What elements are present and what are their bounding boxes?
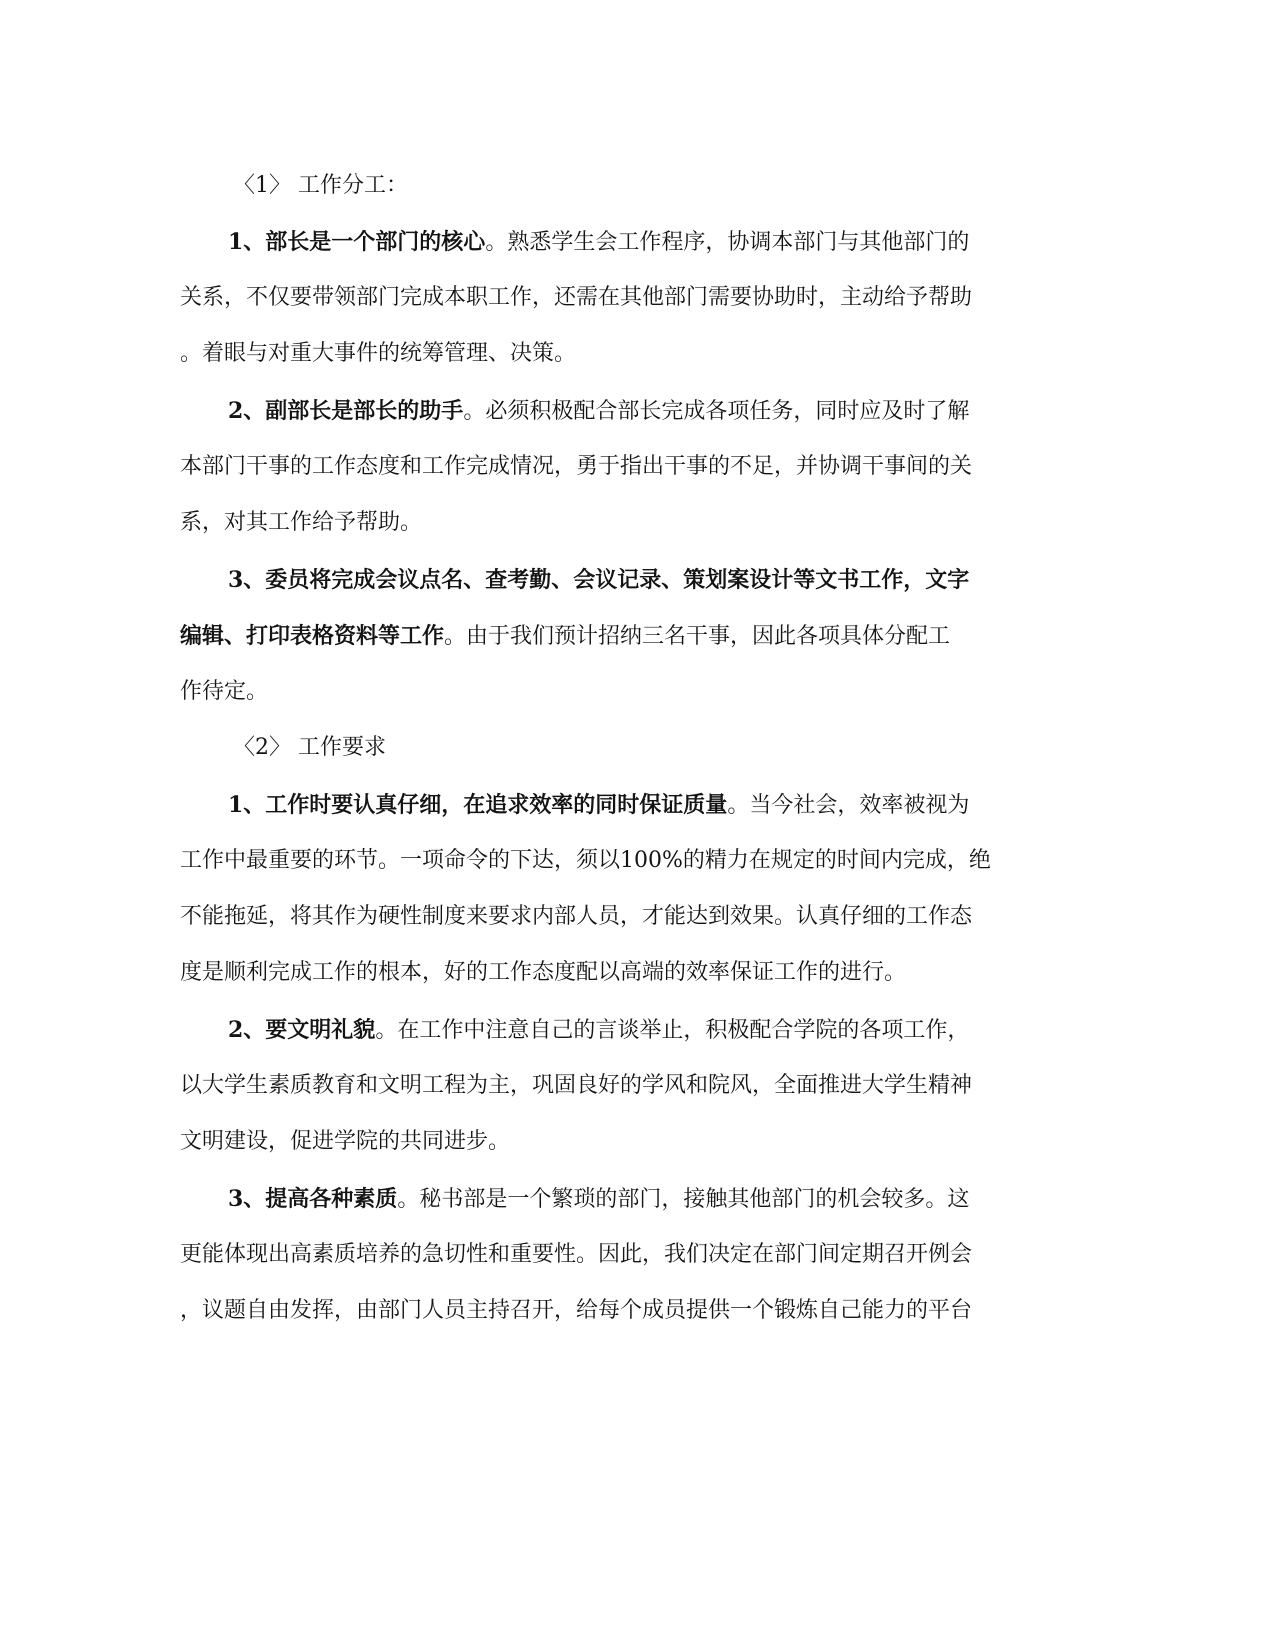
paragraph-text: 。在工作中注意自己的言谈举止，积极配合学院的各项工作，	[375, 1018, 970, 1043]
paragraph-line	[180, 620, 950, 653]
paragraph-text: 。当今社会，效率被视为	[727, 793, 970, 818]
bold-lead: 编辑、打印表格资料等工作	[180, 623, 445, 649]
bold-lead: 1、部长是一个部门的核心	[228, 229, 486, 255]
paragraph-line: 度是顺利完成工作的根本，好的工作态度配以高端的效率保证工作的进行。	[180, 960, 907, 985]
paragraph-line: 作待定。	[180, 679, 269, 704]
paragraph-first-line	[228, 226, 969, 259]
paragraph-line: 。着眼与对重大事件的统筹管理、决策。	[180, 341, 577, 366]
paragraph-first-line	[228, 1014, 969, 1047]
bold-lead: 2、副部长是部长的助手	[228, 398, 464, 424]
paragraph-line: 工作中最重要的环节。一项命令的下达，须以100%的精力在规定的时间内完成，绝	[180, 848, 991, 873]
bold-lead: 3、提高各种素质	[228, 1186, 398, 1212]
paragraph-line: 文明建设，促进学院的共同进步。	[180, 1129, 511, 1154]
bold-lead: 1、工作时要认真仔细，在追求效率的同时保证质量	[228, 792, 728, 818]
paragraph-line: 以大学生素质教育和文明工程为主，巩固良好的学风和院风，全面推进大学生精神	[180, 1073, 973, 1098]
paragraph-line: 不能拖延，将其作为硬性制度来要求内部人员，才能达到效果。认真仔细的工作态	[180, 904, 973, 929]
paragraph-text: 。秘书部是一个繁琐的部门，接触其他部门的机会较多。这	[397, 1187, 970, 1212]
paragraph-first-line	[228, 1183, 969, 1216]
paragraph-line: ，议题自由发挥，由部门人员主持召开，给每个成员提供一个锻炼自己能力的平台	[180, 1298, 973, 1323]
section-heading: 〈2〉 工作要求	[233, 735, 386, 760]
paragraph-line: 关系，不仅要带领部门完成本职工作，还需在其他部门需要协助时，主动给予帮助	[180, 285, 973, 310]
paragraph-text: 。熟悉学生会工作程序，协调本部门与其他部门的	[485, 230, 970, 255]
paragraph-text: 。由于我们预计招纳三名干事，因此各项具体分配工	[444, 624, 951, 649]
paragraph-line: 本部门干事的工作态度和工作完成情况，勇于指出干事的不足，并协调干事间的关	[180, 454, 973, 479]
bold-lead: 2、要文明礼貌	[228, 1017, 376, 1043]
paragraph-line: 更能体现出高素质培养的急切性和重要性。因此，我们决定在部门间定期召开例会	[180, 1242, 973, 1267]
paragraph-first-line	[228, 789, 969, 822]
paragraph-text: 。必须积极配合部长完成各项任务，同时应及时了解	[463, 399, 970, 424]
section-heading: 〈1〉 工作分工：	[233, 173, 408, 198]
paragraph-line: 系，对其工作给予帮助。	[180, 510, 423, 535]
bold-lead: 3、委员将完成会议点名、查考勤、会议记录、策划案设计等文书工作，文字	[228, 567, 970, 593]
paragraph-first-line	[228, 395, 969, 428]
